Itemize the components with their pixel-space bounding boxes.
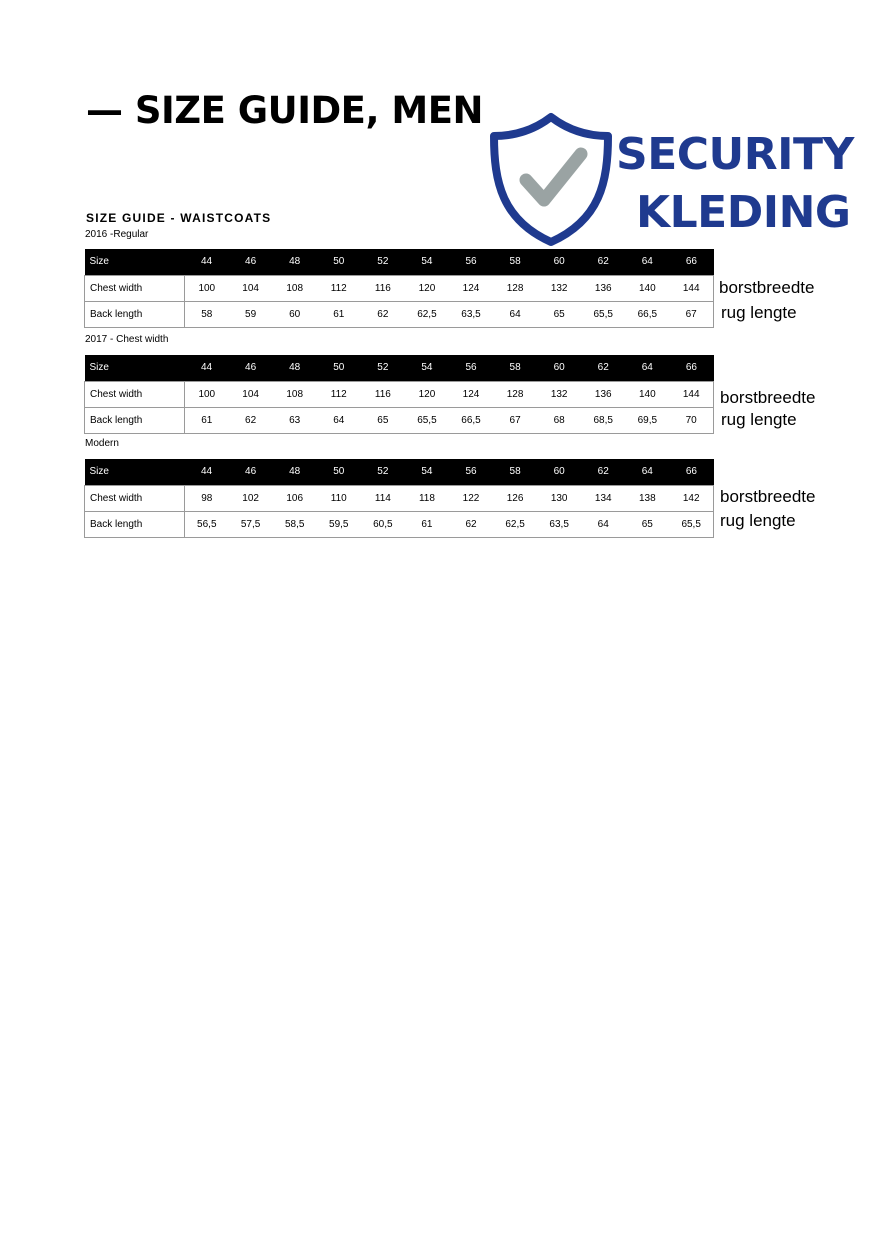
size-cell: 58: [509, 256, 521, 268]
value-cell: 132: [537, 381, 581, 407]
size-table: [84, 355, 714, 434]
note-chest-width: borstbreedte: [720, 487, 816, 506]
row-label: Chest width: [85, 485, 185, 511]
value-cell: 68,5: [581, 407, 625, 433]
value-cell: 64: [317, 407, 361, 433]
size-cell: 52: [377, 256, 389, 268]
value-cell: 59,5: [317, 511, 361, 537]
table-caption: 2016 -Regular: [85, 229, 149, 240]
value-cell: 104: [229, 275, 273, 301]
value-cell: 136: [581, 381, 625, 407]
shield-check-icon: [486, 112, 616, 248]
header-label: Size: [89, 466, 109, 478]
size-cell: 48: [289, 466, 301, 478]
value-cell: 100: [185, 275, 229, 301]
value-cell: 64: [581, 511, 625, 537]
table-row: [85, 301, 714, 327]
size-cell: 60: [553, 466, 565, 478]
size-cell: 50: [333, 362, 345, 374]
size-cell: 60: [553, 362, 565, 374]
size-cell: 44: [200, 256, 213, 268]
value-cell: 61: [317, 301, 361, 327]
size-cell: 54: [421, 362, 433, 374]
value-cell: 124: [449, 381, 493, 407]
size-cell: 66: [685, 362, 697, 374]
size-cell: 46: [245, 256, 257, 268]
value-cell: 144: [669, 275, 713, 301]
size-cell: 52: [377, 362, 389, 374]
size-table: [84, 249, 714, 328]
logo-text-security: SECURITY: [616, 129, 854, 180]
value-cell: 64: [493, 301, 537, 327]
value-cell: 58: [185, 301, 229, 327]
value-cell: 66,5: [449, 407, 493, 433]
value-cell: 112: [317, 381, 361, 407]
value-cell: 62: [361, 301, 405, 327]
row-label: Chest width: [85, 275, 185, 301]
section-heading: SIZE GUIDE - WAISTCOATS: [86, 211, 272, 225]
value-cell: 63,5: [537, 511, 581, 537]
value-cell: 136: [581, 275, 625, 301]
value-cell: 65: [537, 301, 581, 327]
table-row: [85, 511, 714, 537]
value-cell: 126: [493, 485, 537, 511]
size-cell: 46: [245, 466, 257, 478]
value-cell: 65: [625, 511, 669, 537]
value-cell: 63,5: [449, 301, 493, 327]
value-cell: 61: [405, 511, 449, 537]
table-row: [85, 485, 714, 511]
value-cell: 112: [317, 275, 361, 301]
value-cell: 106: [273, 485, 317, 511]
value-cell: 120: [405, 275, 449, 301]
table-row: [85, 407, 714, 433]
table-header-row: [85, 249, 714, 275]
size-cell: 48: [289, 256, 301, 268]
size-cell: 60: [553, 256, 565, 268]
value-cell: 118: [405, 485, 449, 511]
size-cell: 52: [377, 466, 389, 478]
value-cell: 65: [361, 407, 405, 433]
value-cell: 66,5: [625, 301, 669, 327]
note-back-length: rug lengte: [721, 410, 797, 429]
value-cell: 132: [537, 275, 581, 301]
value-cell: 144: [669, 381, 713, 407]
row-label: Chest width: [85, 381, 185, 407]
value-cell: 142: [669, 485, 713, 511]
size-cell: 58: [509, 362, 521, 374]
value-cell: 70: [669, 407, 713, 433]
note-chest-width: borstbreedte: [720, 388, 816, 407]
value-cell: 124: [449, 275, 493, 301]
value-cell: 108: [273, 381, 317, 407]
value-cell: 67: [669, 301, 713, 327]
size-cell: 58: [509, 466, 521, 478]
value-cell: 100: [185, 381, 229, 407]
value-cell: 128: [493, 381, 537, 407]
size-cell: 48: [289, 362, 301, 374]
value-cell: 108: [273, 275, 317, 301]
value-cell: 114: [361, 485, 405, 511]
size-cell: 64: [641, 466, 653, 478]
table-caption: Modern: [85, 438, 119, 449]
size-cell: 46: [245, 362, 257, 374]
logo-text-kleding: KLEDING: [636, 187, 851, 238]
value-cell: 120: [405, 381, 449, 407]
value-cell: 104: [229, 381, 273, 407]
size-cell: 62: [597, 256, 609, 268]
value-cell: 60: [273, 301, 317, 327]
size-cell: 44: [200, 466, 213, 478]
size-cell: 56: [465, 256, 477, 268]
size-cell: 62: [597, 362, 609, 374]
row-label: Back length: [85, 301, 185, 327]
value-cell: 65,5: [405, 407, 449, 433]
value-cell: 140: [625, 381, 669, 407]
size-cell: 54: [421, 466, 433, 478]
value-cell: 63: [273, 407, 317, 433]
size-cell: 62: [597, 466, 609, 478]
value-cell: 140: [625, 275, 669, 301]
value-cell: 62,5: [493, 511, 537, 537]
value-cell: 57,5: [229, 511, 273, 537]
value-cell: 60,5: [361, 511, 405, 537]
table-row: [85, 381, 714, 407]
value-cell: 68: [537, 407, 581, 433]
value-cell: 67: [493, 407, 537, 433]
value-cell: 58,5: [273, 511, 317, 537]
size-cell: 56: [465, 466, 477, 478]
note-back-length: rug lengte: [721, 303, 797, 322]
row-label: Back length: [85, 407, 185, 433]
value-cell: 130: [537, 485, 581, 511]
value-cell: 61: [185, 407, 229, 433]
size-cell: 64: [641, 362, 653, 374]
value-cell: 65,5: [581, 301, 625, 327]
note-chest-width: borstbreedte: [719, 278, 815, 297]
size-cell: 66: [685, 466, 697, 478]
size-cell: 44: [200, 362, 213, 374]
value-cell: 128: [493, 275, 537, 301]
table-header-row: [85, 459, 714, 485]
size-cell: 66: [685, 256, 697, 268]
value-cell: 138: [625, 485, 669, 511]
value-cell: 110: [317, 485, 361, 511]
value-cell: 59: [229, 301, 273, 327]
value-cell: 122: [449, 485, 493, 511]
value-cell: 65,5: [669, 511, 713, 537]
value-cell: 102: [229, 485, 273, 511]
row-label: Back length: [85, 511, 185, 537]
value-cell: 62,5: [405, 301, 449, 327]
header-label: Size: [89, 256, 109, 268]
value-cell: 98: [185, 485, 229, 511]
value-cell: 62: [229, 407, 273, 433]
value-cell: 56,5: [185, 511, 229, 537]
page-title: — SIZE GUIDE, MEN: [86, 89, 483, 132]
value-cell: 69,5: [625, 407, 669, 433]
size-cell: 50: [333, 256, 345, 268]
size-cell: 54: [421, 256, 433, 268]
header-label: Size: [89, 362, 109, 374]
note-back-length: rug lengte: [720, 511, 796, 530]
table-caption: 2017 - Chest width: [85, 334, 169, 345]
size-cell: 50: [333, 466, 345, 478]
size-cell: 56: [465, 362, 477, 374]
table-row: [85, 275, 714, 301]
table-header-row: [85, 355, 714, 381]
size-table: [84, 459, 714, 538]
value-cell: 116: [361, 275, 405, 301]
size-cell: 64: [641, 256, 653, 268]
value-cell: 116: [361, 381, 405, 407]
security-kleding-logo: [486, 112, 866, 252]
value-cell: 134: [581, 485, 625, 511]
value-cell: 62: [449, 511, 493, 537]
